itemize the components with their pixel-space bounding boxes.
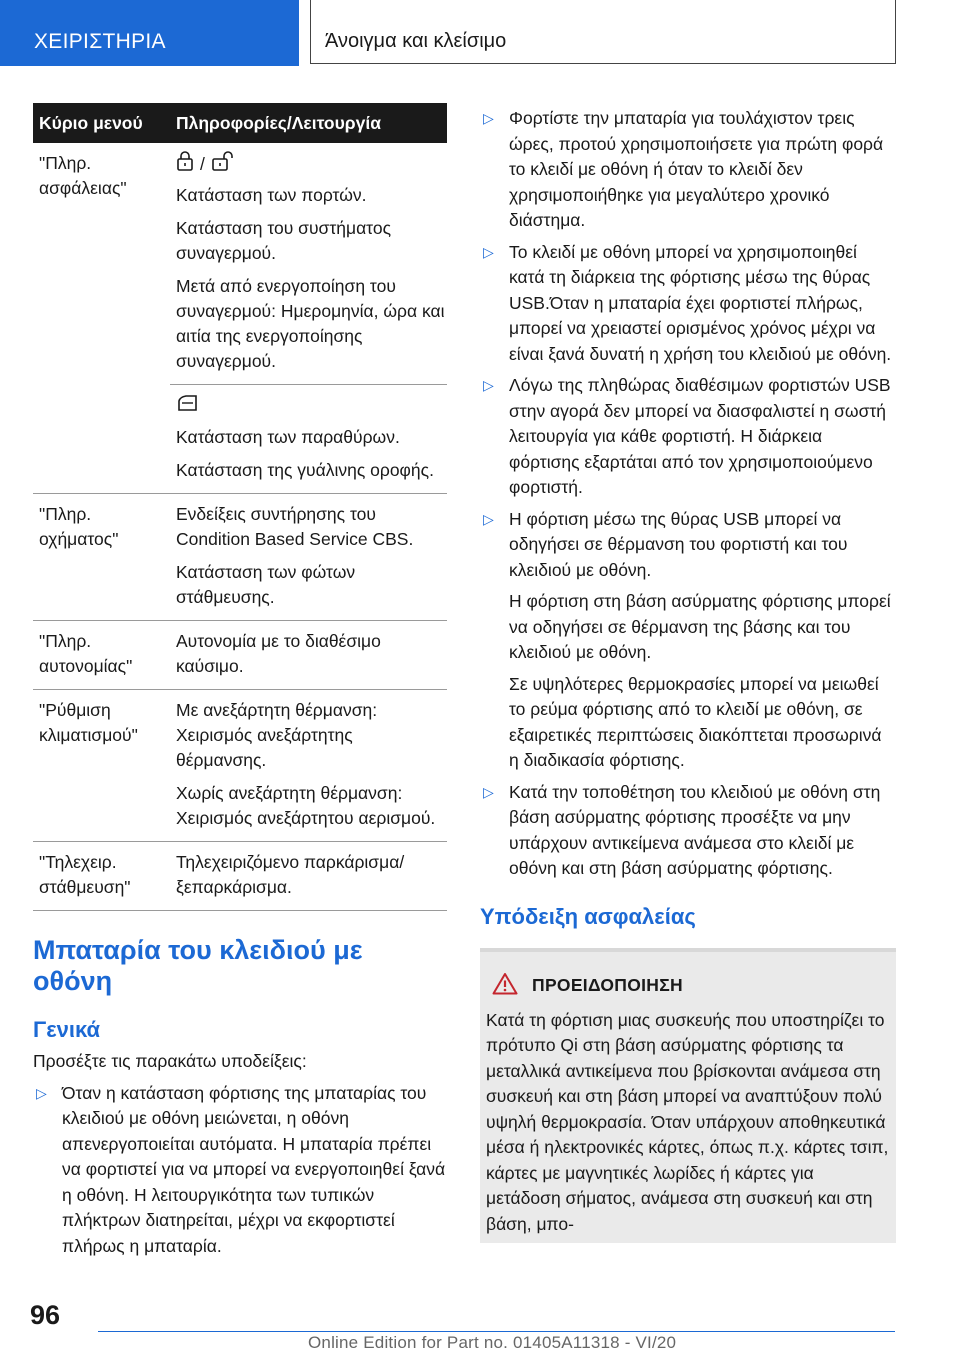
info-cell <box>170 494 447 621</box>
list-item <box>480 106 896 234</box>
lock-closed-icon <box>176 151 194 178</box>
info-text: Τηλεχειριζόμενο παρκάρισμα/ξεπαρκάρισμα. <box>176 852 405 897</box>
menu-label: "Πληρ. ασφάλειας" <box>39 153 127 198</box>
main-menu-table <box>33 103 447 911</box>
section-heading: Μπαταρία του κλειδιού με οθόνη <box>33 935 363 996</box>
triangle-bullet-icon: ▷ <box>483 783 494 800</box>
warning-label: ΠΡΟΕΙΔΟΠΟΙΗΣΗ <box>532 975 683 995</box>
table-row <box>33 842 447 911</box>
info-text: Κατάσταση της γυάλινης οροφής. <box>176 460 434 480</box>
menu-cell <box>33 842 170 911</box>
info-text: Μετά από ενεργοποίηση του συναγερμού: Ημερομηνία, ώρα και αιτία της ενεργοποίησης συναγερμού. <box>176 276 445 371</box>
edition-text: Online Edition for Part no. 01405A11318 - VI/20 <box>308 1333 677 1352</box>
footer-divider <box>98 1331 895 1332</box>
info-cell <box>170 690 447 842</box>
menu-cell <box>33 143 170 385</box>
info-text: Κατάσταση των πορτών. <box>176 185 367 205</box>
list-item-extra-text: Σε υψηλότερες θερμοκρασίες μπορεί να μειωθεί το ρεύμα φόρτισης από το κλειδί με οθόνη, σε εξαιρετικές περιπτώσεις διακόπτεται προσωρινά η διαδικασία φόρτισης. <box>509 673 882 770</box>
info-cell <box>170 842 447 911</box>
menu-cell <box>33 621 170 690</box>
info-text: Κατάσταση των παραθύρων. <box>176 427 400 447</box>
table-row <box>33 621 447 690</box>
column-header-menu: Κύριο μενού <box>33 103 170 143</box>
page-number: 96 <box>30 1300 61 1330</box>
menu-cell <box>33 494 170 621</box>
column-header-info: Πληροφορίες/Λειτουργία <box>170 103 447 143</box>
menu-label: "Πληρ. οχήματος" <box>39 504 119 549</box>
subsection-heading: Γενικά <box>33 1017 101 1042</box>
info-text: Με ανεξάρτητη θέρμανση: Χειρισμός ανεξάρτητης θέρμανσης. <box>176 700 378 770</box>
triangle-bullet-icon: ▷ <box>483 510 494 527</box>
list-item-text: Λόγω της πληθώρας διαθέσιμων φορτιστών USB στην αγορά δεν μπορεί να διασφαλιστεί η σωστή λειτουργία για κάθε φορτιστή. Η διάρκεια φόρτισης εξαρτάται από τον χρησιμοποιούμενο φορτιστή. <box>509 375 891 497</box>
list-item <box>480 373 896 501</box>
info-text: Κατάσταση του συστήματος συναγερμού. <box>176 218 392 263</box>
warning-box <box>480 948 896 1243</box>
page-header <box>0 0 960 66</box>
menu-label: "Τηλεχειρ. στάθμευση" <box>39 852 131 897</box>
left-column <box>33 103 447 1259</box>
menu-label: "Πληρ. αυτονομίας" <box>39 631 133 676</box>
safety-heading: Υπόδειξη ασφαλείας <box>480 903 696 929</box>
right-column <box>480 100 896 1243</box>
info-cell <box>170 621 447 690</box>
list-item-text: Η φόρτιση μέσω της θύρας USB μπορεί να οδηγήσει σε θέρμανση του φορτιστή και του κλειδιού με οθόνη. <box>509 508 848 580</box>
menu-cell <box>33 385 170 494</box>
table-row <box>33 690 447 842</box>
section-tab: ΧΕΙΡΙΣΤΗΡΙΑ <box>0 0 299 66</box>
chapter-title: Άνοιγμα και κλείσιμο <box>311 0 896 64</box>
table-row <box>33 494 447 621</box>
left-bullet-list <box>33 1081 447 1260</box>
list-item-extra-text: Η φόρτιση στη βάση ασύρματης φόρτισης μπορεί να οδηγήσει σε θέρμανση της βάσης και του κλειδιού με οθόνη. <box>509 591 891 662</box>
warning-text: Κατά τη φόρτιση μιας συσκευής που υποστηρίζει το πρότυπο Qi στη βάση ασύρματης φόρτισης τα μεταλλικά αντικείμενα που βρίσκονται ανάμεσα στη συσκευή και στη βάση μπορεί να αναπτύξουν πολύ υψηλή θερμοκρασία. Όταν υπάρχουν αποθηκευτικά μέσα ή ηλεκτρονικές κάρτες, όπως π.χ. κάρτες τσιπ, κάρτες με μαγνητικές λωρίδες ή κάρτες για μετάδοση σήματος, ανάμεσα στη συσκευή και στη βάση, μπο- <box>486 1009 889 1234</box>
list-item-text: Φορτίστε την μπαταρία για τουλάχιστον τρεις ώρες, προτού χρησιμοποιήσετε για πρώτη φορά το κλειδί με οθόνη ή όταν το κλειδί δεν χρησιμοποιήθηκε για μεγαλύτερο χρονικό διάστημα. <box>509 108 884 230</box>
list-item-text: Όταν η κατάσταση φόρτισης της μπαταρίας του κλειδιού με οθόνη μειώνεται, η οθόνη απενεργοποιείται αυτόματα. Η μπαταρία πρέπει να φορτιστεί για να μπορεί να ενεργοποιηθεί ξανά η οθόνη. Η λειτουργικότητα των τυπικών πλήκτρων διατηρείται, μέχρι να εκφορτιστεί πλήρως η μπαταρία. <box>62 1082 446 1256</box>
icon-group <box>176 393 447 419</box>
list-item <box>33 1081 447 1260</box>
list-item-text: Το κλειδί με οθόνη μπορεί να χρησιμοποιηθεί κατά τη διάρκεια της φόρτισης μέσω της θύρας USB.Όταν η μπαταρία έχει φορτιστεί πλήρως, μπορεί να χρειαστεί ορισμένος χρόνος μέχρι να είναι ξανά δυνατή η χρήση του κλειδιού με οθόνη. <box>509 241 892 364</box>
list-item <box>480 240 896 368</box>
list-item <box>480 507 896 774</box>
intro-text: Προσέξτε τις παρακάτω υποδείξεις: <box>33 1051 307 1071</box>
list-item <box>480 780 896 882</box>
right-bullet-list <box>480 106 896 882</box>
icon-group <box>176 151 447 177</box>
triangle-bullet-icon: ▷ <box>483 377 494 393</box>
car-window-icon <box>176 393 200 420</box>
info-cell <box>170 385 447 494</box>
table-header-row <box>33 103 447 143</box>
info-text: Κατάσταση των φώτων στάθμευσης. <box>176 562 356 607</box>
table-row <box>33 385 447 494</box>
menu-label: "Ρύθμιση κλιματισμού" <box>39 700 138 745</box>
info-cell <box>170 143 447 385</box>
info-text: Αυτονομία με το διαθέσιμο καύσιμο. <box>176 631 381 676</box>
warning-triangle-icon <box>492 972 518 1000</box>
table-row <box>33 143 447 385</box>
triangle-bullet-icon: ▷ <box>483 243 494 260</box>
triangle-bullet-icon: ▷ <box>36 1084 47 1101</box>
menu-cell <box>33 690 170 842</box>
warning-header <box>486 972 890 1000</box>
info-text: Χωρίς ανεξάρτητη θέρμανση: Χειρισμός ανεξάρτητου αερισμού. <box>176 783 436 828</box>
lock-open-icon <box>211 151 235 178</box>
info-text: Ενδείξεις συντήρησης του Condition Based Service CBS. <box>176 504 414 549</box>
triangle-bullet-icon: ▷ <box>483 110 494 126</box>
list-item-text: Κατά την τοποθέτηση του κλειδιού με οθόνη στη βάση ασύρματης φόρτισης προσέξτε να μην υπάρχουν αντικείμενα ανάμεσα στο κλειδί με οθόνη και στη βάση ασύρματης φόρτισης. <box>509 781 881 878</box>
icon-separator: / <box>200 153 205 174</box>
